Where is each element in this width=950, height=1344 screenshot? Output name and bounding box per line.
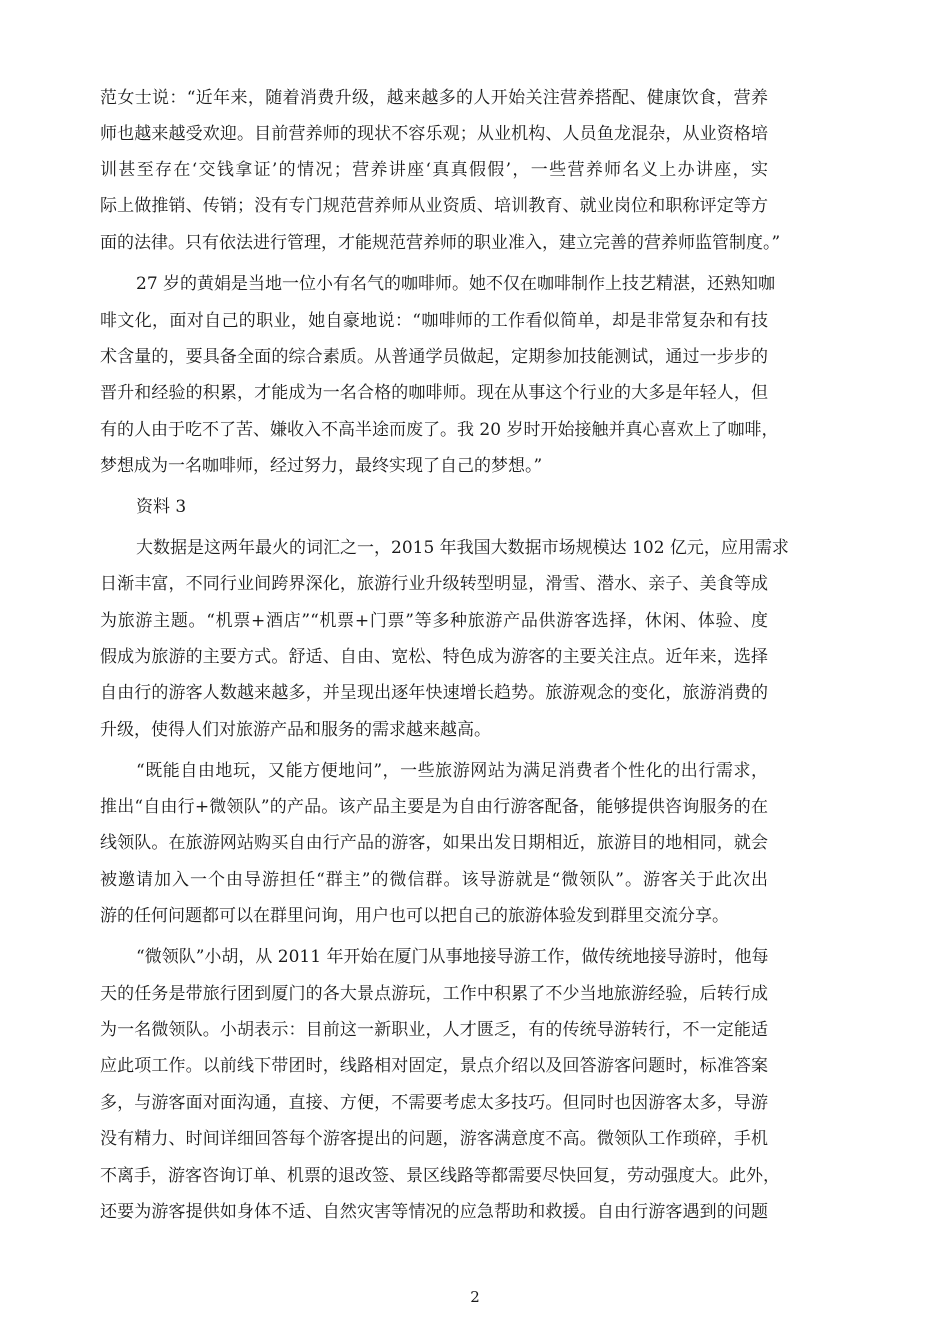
text-line: 推出“自由行+微领队”的产品。该产品主要是为自由行游客配备，能够提供咨询服务的在 <box>100 797 768 817</box>
text-line: 自由行的游客人数越来越多，并呈现出逐年快速增长趋势。旅游观念的变化，旅游消费的 <box>100 683 768 703</box>
text-line: 还要为游客提供如身体不适、自然灾害等情况的应急帮助和救援。自由行游客遇到的问题 <box>100 1202 768 1222</box>
text-line: 不离手，游客咨询订单、机票的退改签、景区线路等都需要尽快回复，劳动强度大。此外， <box>100 1166 780 1186</box>
text-line: 被邀请加入一个由导游担任“群主”的微信群。该导游就是“微领队”。游客关于此次出 <box>100 870 768 890</box>
text-line: 升级，使得人们对旅游产品和服务的需求越来越高。 <box>100 720 491 740</box>
text-line: 大数据是这两年最火的词汇之一，2015 年我国大数据市场规模达 102 亿元，应用需求 <box>136 538 789 558</box>
text-line: 师也越来越受欢迎。目前营养师的现状不容乐观；从业机构、人员鱼龙混杂，从业资格培 <box>100 124 768 144</box>
text-line: 天的任务是带旅行团到厦门的各大景点游玩，工作中积累了不少当地旅游经验，后转行成 <box>100 984 768 1004</box>
text-line: 没有精力、时间详细回答每个游客提出的问题，游客满意度不高。微领队工作琐碎，手机 <box>100 1129 768 1149</box>
text-line: 应此项工作。以前线下带团时，线路相对固定，景点介绍以及回答游客问题时，标准答案 <box>100 1056 768 1076</box>
text-line: 面的法律。只有依法进行管理，才能规范营养师的职业准入，建立完善的营养师监管制度。” <box>100 233 781 253</box>
text-line: 27 岁的黄娟是当地一位小有名气的咖啡师。她不仅在咖啡制作上技艺精湛，还熟知咖 <box>136 274 776 294</box>
text-line: “微领队”小胡，从 2011 年开始在厦门从事地接导游工作，做传统地接导游时，他每 <box>136 947 769 967</box>
text-line: 术含量的，要具备全面的综合素质。从普通学员做起，定期参加技能测试，通过一步步的 <box>100 347 768 367</box>
text-line: “既能自由地玩，又能方便地问”，一些旅游网站为满足消费者个性化的出行需求， <box>136 761 768 781</box>
text-line: 为一名微领队。小胡表示：目前这一新职业，人才匮乏，有的传统导游转行，不一定能适 <box>100 1020 768 1040</box>
text-line: 为旅游主题。“机票+酒店”“机票+门票”等多种旅游产品供游客选择，休闲、体验、度 <box>100 611 768 631</box>
text-line: 晋升和经验的积累，才能成为一名合格的咖啡师。现在从事这个行业的大多是年轻人，但 <box>100 383 768 403</box>
text-line: 假成为旅游的主要方式。舒适、自由、宽松、特色成为游客的主要关注点。近年来，选择 <box>100 647 768 667</box>
text-line: 线领队。在旅游网站购买自由行产品的游客，如果出发日期相近，旅游目的地相同，就会 <box>100 833 768 853</box>
text-line: 啡文化，面对自己的职业，她自豪地说：“咖啡师的工作看似简单，却是非常复杂和有技 <box>100 311 768 331</box>
text-line: 多，与游客面对面沟通，直接、方便，不需要考虑太多技巧。但同时也因游客太多，导游 <box>100 1093 768 1113</box>
text-line: 梦想成为一名咖啡师，经过努力，最终实现了自己的梦想。” <box>100 456 543 476</box>
text-line: 游的任何问题都可以在群里问询，用户也可以把自己的旅游体验发到群里交流分享。 <box>100 906 729 926</box>
text-line: 范女士说：“近年来，随着消费升级，越来越多的人开始关注营养搭配、健康饮食，营养 <box>100 88 768 108</box>
text-line: 训甚至存在‘交钱拿证’的情况；营养讲座‘真真假假’，一些营养师名义上办讲座，实 <box>100 160 768 180</box>
text-line: 日渐丰富，不同行业间跨界深化，旅游行业升级转型明显，滑雪、潜水、亲子、美食等成 <box>100 574 768 594</box>
section-heading: 资料 3 <box>136 497 187 517</box>
text-line: 际上做推销、传销；没有专门规范营养师从业资质、培训教育、就业岗位和职称评定等方 <box>100 196 768 216</box>
text-line: 有的人由于吃不了苦、嫌收入不高半途而废了。我 20 岁时开始接触并真心喜欢上了咖啡， <box>100 420 779 440</box>
page-number: 2 <box>470 1288 480 1306</box>
